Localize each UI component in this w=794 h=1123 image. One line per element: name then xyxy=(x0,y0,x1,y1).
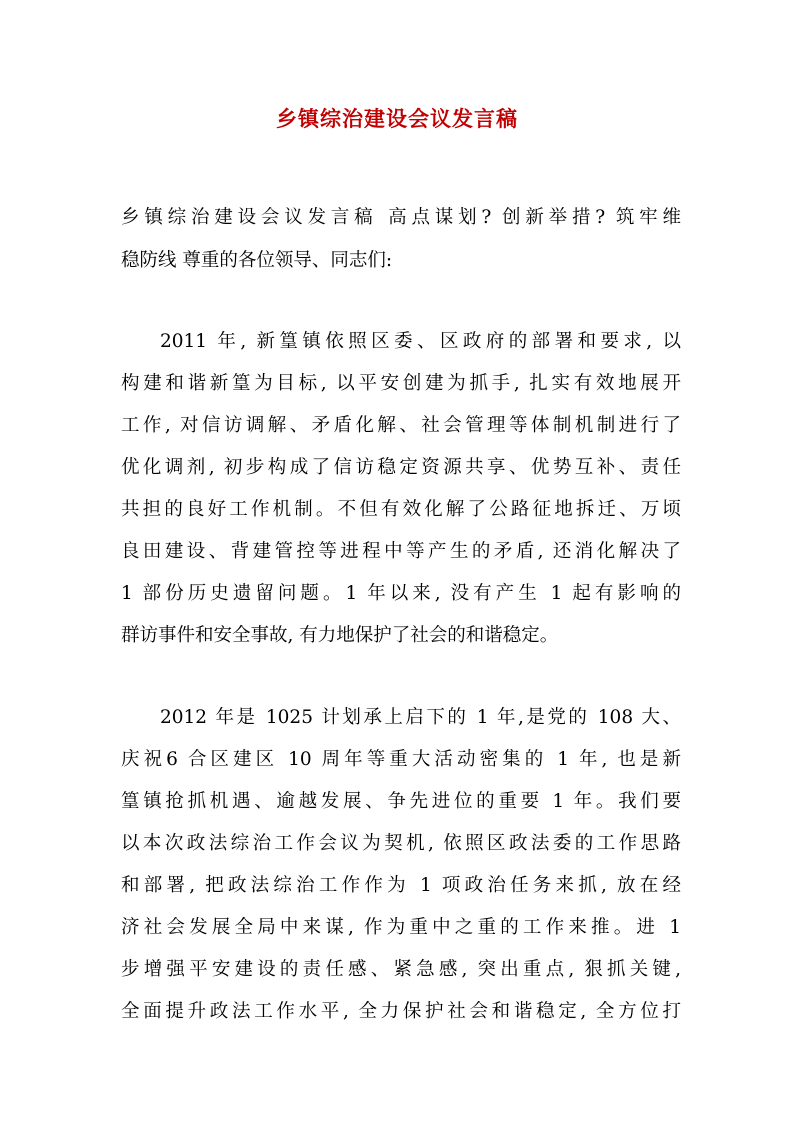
paragraph-3-line-7: 步增强平安建设的责任感、紧急感, 突出重点, 狠抓关键, xyxy=(121,959,681,980)
document-title: 乡镇综治建设会议发言稿 xyxy=(276,106,518,131)
paragraph-3-line-4: 以本次政法综治工作会议为契机, 依照区政法委的工作思路 xyxy=(121,833,681,854)
paragraph-3-line-6: 济社会发展全局中来谋, 作为重中之重的工作来推。进 1 xyxy=(121,917,681,938)
paragraph-2-line-4: 优化调剂, 初步构成了信访稳定资源共享、优势互补、责任 xyxy=(121,457,681,478)
paragraph-3-line-3: 篁镇抢抓机遇、逾越发展、争先进位的重要 1 年。我们要 xyxy=(121,791,681,812)
paragraph-3-line-5: 和部署, 把政法综治工作作为 1 项政治任务来抓, 放在经 xyxy=(121,875,681,896)
paragraph-2-line-8: 群访事件和安全事故, 有力地保护了社会的和谐稳定。 xyxy=(121,625,559,646)
paragraph-3-line-1: 2012 年是 1025 计划承上启下的 1 年,是党的 108 大、 xyxy=(160,707,681,728)
paragraph-2-line-7: 1 部份历史遗留问题。1 年以来, 没有产生 1 起有影响的 xyxy=(121,583,681,604)
paragraph-2-line-6: 良田建设、背建管控等进程中等产生的矛盾, 还消化解决了 xyxy=(121,541,681,562)
paragraph-1-line-2: 稳防线 尊重的各位领导、同志们: xyxy=(121,250,393,271)
paragraph-3-line-8: 全面提升政法工作水平, 全力保护社会和谐稳定, 全方位打 xyxy=(121,1001,681,1022)
paragraph-3-line-2: 庆祝6 合区建区 10 周年等重大活动密集的 1 年, 也是新 xyxy=(121,749,681,770)
paragraph-2-line-1: 2011 年, 新篁镇依照区委、区政府的部署和要求, 以 xyxy=(160,331,681,352)
paragraph-2-line-5: 共担的良好工作机制。不但有效化解了公路征地拆迁、万顷 xyxy=(121,499,681,520)
paragraph-2-line-2: 构建和谐新篁为目标, 以平安创建为抓手, 扎实有效地展开 xyxy=(121,373,681,394)
paragraph-2-line-3: 工作, 对信访调解、矛盾化解、社会管理等体制机制进行了 xyxy=(121,415,681,436)
paragraph-1-line-1: 乡镇综治建设会议发言稿 高点谋划? 创新举措? 筑牢维 xyxy=(121,207,681,228)
